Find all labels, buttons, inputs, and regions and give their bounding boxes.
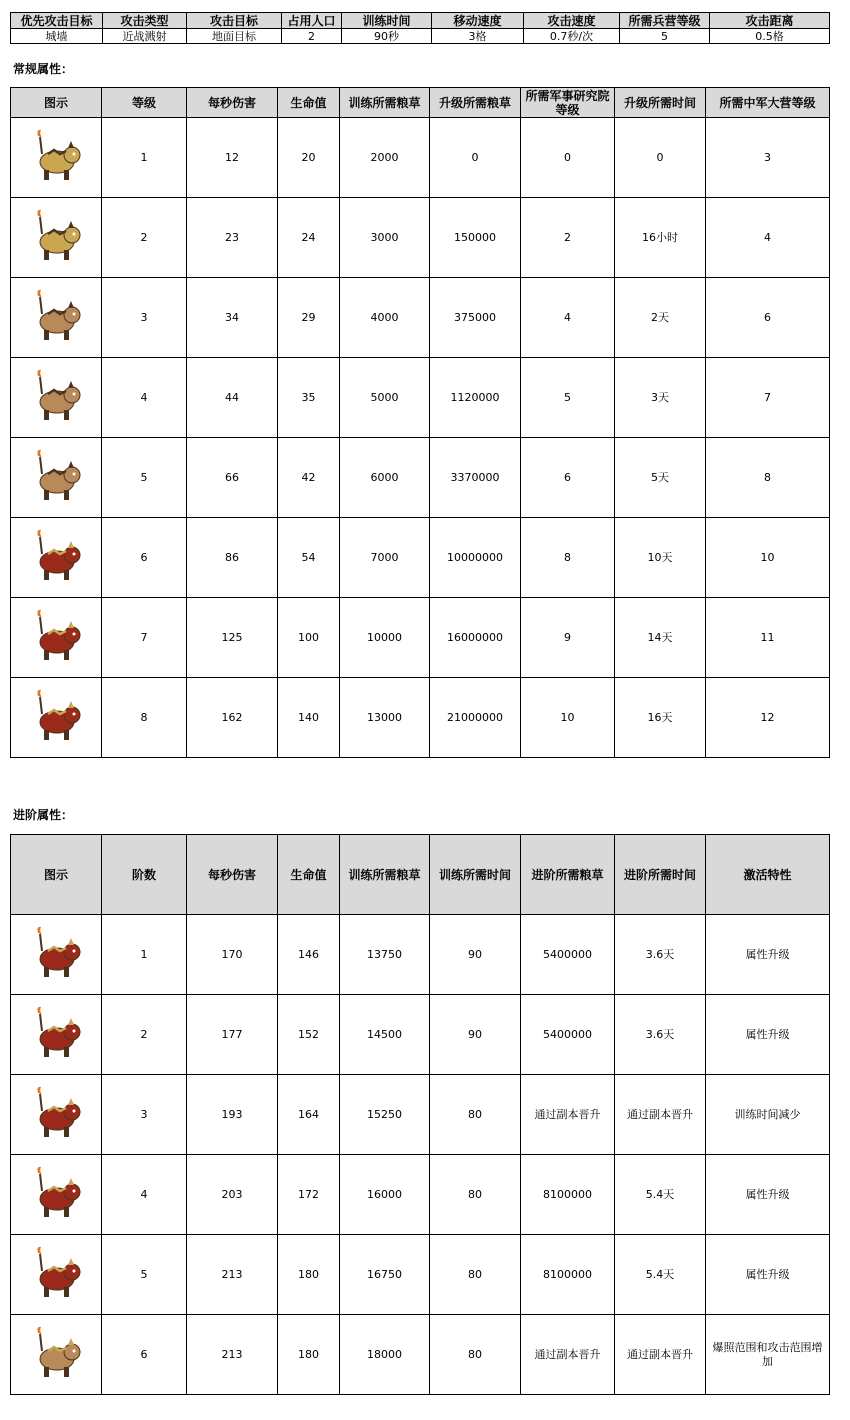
table-cell: 172 [278,1155,340,1235]
info-value: 地面目标 [187,29,282,44]
table-cell: 164 [278,1075,340,1155]
table-cell: 10天 [615,518,706,598]
table-cell: 3 [102,278,187,358]
table-cell: 8100000 [521,1155,615,1235]
table-cell: 3.6天 [615,995,706,1075]
table-cell: 8 [102,678,187,758]
info-value: 3格 [432,29,524,44]
war-beast-icon [24,606,88,670]
info-value-row [11,29,830,44]
advanced-table-body [11,915,830,1395]
advanced-header: 阶数 [102,835,187,915]
advanced-row [11,915,830,995]
info-header: 攻击类型 [103,13,187,29]
basic-row [11,358,830,438]
table-cell: 4 [102,1155,187,1235]
unit-image-cell [11,358,102,438]
table-cell: 140 [278,678,340,758]
table-cell: 100 [278,598,340,678]
basic-table-body [11,118,830,758]
table-cell: 66 [187,438,278,518]
table-cell: 170 [187,915,278,995]
info-value: 近战溅射 [103,29,187,44]
unit-image-cell [11,1075,102,1155]
table-cell: 375000 [430,278,521,358]
table-cell: 6 [706,278,830,358]
table-cell: 125 [187,598,278,678]
info-header: 训练时间 [342,13,432,29]
table-cell: 8100000 [521,1235,615,1315]
unit-info-table [10,12,830,44]
advanced-header: 进阶所需时间 [615,835,706,915]
advanced-stats-table [10,834,830,1395]
table-cell: 4000 [340,278,430,358]
table-cell: 23 [187,198,278,278]
table-cell: 14天 [615,598,706,678]
table-cell: 7000 [340,518,430,598]
table-cell: 2天 [615,278,706,358]
table-cell: 12 [706,678,830,758]
basic-row [11,598,830,678]
table-cell: 7 [706,358,830,438]
table-cell: 属性升级 [706,1155,830,1235]
unit-image-cell [11,598,102,678]
table-cell: 11 [706,598,830,678]
info-value: 5 [620,29,710,44]
table-cell: 6 [521,438,615,518]
unit-image-cell [11,278,102,358]
unit-image-cell [11,518,102,598]
advanced-header: 激活特性 [706,835,830,915]
basic-header: 等级 [102,88,187,118]
table-cell: 10000 [340,598,430,678]
table-cell: 21000000 [430,678,521,758]
table-cell: 通过副本晋升 [615,1075,706,1155]
table-cell: 6000 [340,438,430,518]
table-cell: 16天 [615,678,706,758]
unit-image-cell [11,198,102,278]
table-cell: 5.4天 [615,1155,706,1235]
table-cell: 0 [615,118,706,198]
basic-header: 训练所需粮草 [340,88,430,118]
table-cell: 152 [278,995,340,1075]
table-cell: 213 [187,1315,278,1395]
table-cell: 3.6天 [615,915,706,995]
table-cell: 3370000 [430,438,521,518]
advanced-header-row [11,835,830,915]
basic-header: 每秒伤害 [187,88,278,118]
info-header: 移动速度 [432,13,524,29]
advanced-header: 每秒伤害 [187,835,278,915]
table-cell: 5000 [340,358,430,438]
table-cell: 80 [430,1155,521,1235]
table-cell: 0 [430,118,521,198]
table-cell: 1 [102,118,187,198]
table-cell: 193 [187,1075,278,1155]
table-cell: 3000 [340,198,430,278]
unit-image-cell [11,118,102,198]
table-cell: 7 [102,598,187,678]
war-beast-icon [24,1243,88,1307]
info-header: 攻击距离 [710,13,830,29]
table-cell: 90 [430,915,521,995]
table-cell: 5 [102,438,187,518]
table-cell: 42 [278,438,340,518]
advanced-header: 训练所需粮草 [340,835,430,915]
war-beast-icon [24,686,88,750]
table-cell: 10000000 [430,518,521,598]
table-cell: 15250 [340,1075,430,1155]
table-cell: 29 [278,278,340,358]
table-cell: 8 [521,518,615,598]
table-cell: 2 [521,198,615,278]
basic-section-title: 常规属性： [13,62,74,76]
war-beast-icon [24,286,88,350]
info-value: 城墙 [11,29,103,44]
advanced-row [11,1315,830,1395]
info-header: 所需兵营等级 [620,13,710,29]
unit-image-cell [11,438,102,518]
basic-header: 生命值 [278,88,340,118]
table-cell: 34 [187,278,278,358]
table-cell: 属性升级 [706,915,830,995]
table-cell: 5 [102,1235,187,1315]
war-beast-icon [24,366,88,430]
info-header: 优先攻击目标 [11,13,103,29]
advanced-section-title: 进阶属性： [13,808,74,822]
table-cell: 16000 [340,1155,430,1235]
table-cell: 3 [706,118,830,198]
war-beast-icon [24,526,88,590]
advanced-row [11,995,830,1075]
table-cell: 16000000 [430,598,521,678]
unit-image-cell [11,1235,102,1315]
table-cell: 5.4天 [615,1235,706,1315]
table-cell: 5400000 [521,995,615,1075]
war-beast-icon [24,1163,88,1227]
table-cell: 13000 [340,678,430,758]
table-cell: 1 [102,915,187,995]
basic-row [11,278,830,358]
advanced-header: 进阶所需粮草 [521,835,615,915]
table-cell: 12 [187,118,278,198]
war-beast-icon [24,1083,88,1147]
table-cell: 6 [102,518,187,598]
table-cell: 162 [187,678,278,758]
war-beast-icon [24,1323,88,1387]
war-beast-icon [24,923,88,987]
table-cell: 2 [102,995,187,1075]
table-cell: 0 [521,118,615,198]
table-cell: 13750 [340,915,430,995]
info-value: 90秒 [342,29,432,44]
unit-image-cell [11,1155,102,1235]
table-cell: 2 [102,198,187,278]
table-cell: 16小时 [615,198,706,278]
table-cell: 6 [102,1315,187,1395]
table-cell: 44 [187,358,278,438]
unit-image-cell [11,1315,102,1395]
table-cell: 80 [430,1315,521,1395]
basic-header: 升级所需粮草 [430,88,521,118]
table-cell: 10 [706,518,830,598]
basic-header: 图示 [11,88,102,118]
table-cell: 通过副本晋升 [615,1315,706,1395]
basic-header: 升级所需时间 [615,88,706,118]
war-beast-icon [24,206,88,270]
basic-header: 所需中军大营等级 [706,88,830,118]
table-cell: 5天 [615,438,706,518]
table-cell: 35 [278,358,340,438]
basic-row [11,678,830,758]
war-beast-icon [24,126,88,190]
info-header: 攻击目标 [187,13,282,29]
basic-row [11,198,830,278]
table-cell: 24 [278,198,340,278]
table-cell: 5 [521,358,615,438]
table-cell: 属性升级 [706,1235,830,1315]
basic-stats-table [10,87,830,758]
table-cell: 爆照范围和攻击范围增加 [706,1315,830,1395]
table-cell: 80 [430,1075,521,1155]
war-beast-icon [24,1003,88,1067]
info-header: 攻击速度 [524,13,620,29]
table-cell: 20 [278,118,340,198]
table-cell: 通过副本晋升 [521,1075,615,1155]
advanced-row [11,1235,830,1315]
advanced-header: 生命值 [278,835,340,915]
advanced-header: 训练所需时间 [430,835,521,915]
unit-image-cell [11,678,102,758]
table-cell: 4 [706,198,830,278]
table-cell: 属性升级 [706,995,830,1075]
table-cell: 203 [187,1155,278,1235]
advanced-row [11,1075,830,1155]
table-cell: 180 [278,1235,340,1315]
table-cell: 180 [278,1315,340,1395]
unit-image-cell [11,915,102,995]
table-cell: 9 [521,598,615,678]
table-cell: 通过副本晋升 [521,1315,615,1395]
table-cell: 5400000 [521,915,615,995]
table-cell: 2000 [340,118,430,198]
advanced-row [11,1155,830,1235]
info-value: 2 [282,29,342,44]
table-cell: 177 [187,995,278,1075]
war-beast-icon [24,446,88,510]
info-header-row [11,13,830,29]
table-cell: 3 [102,1075,187,1155]
table-cell: 4 [102,358,187,438]
advanced-header: 图示 [11,835,102,915]
table-cell: 150000 [430,198,521,278]
table-cell: 10 [521,678,615,758]
table-cell: 14500 [340,995,430,1075]
info-value: 0.5格 [710,29,830,44]
table-cell: 8 [706,438,830,518]
table-cell: 86 [187,518,278,598]
table-cell: 90 [430,995,521,1075]
basic-row [11,518,830,598]
table-cell: 训练时间减少 [706,1075,830,1155]
table-cell: 1120000 [430,358,521,438]
table-cell: 3天 [615,358,706,438]
basic-header: 所需军事研究院等级 [521,88,615,118]
table-cell: 146 [278,915,340,995]
table-cell: 4 [521,278,615,358]
table-cell: 213 [187,1235,278,1315]
table-cell: 54 [278,518,340,598]
basic-row [11,438,830,518]
basic-row [11,118,830,198]
unit-image-cell [11,995,102,1075]
table-cell: 18000 [340,1315,430,1395]
table-cell: 16750 [340,1235,430,1315]
basic-header-row [11,88,830,118]
info-header: 占用人口 [282,13,342,29]
table-cell: 80 [430,1235,521,1315]
info-value: 0.7秒/次 [524,29,620,44]
